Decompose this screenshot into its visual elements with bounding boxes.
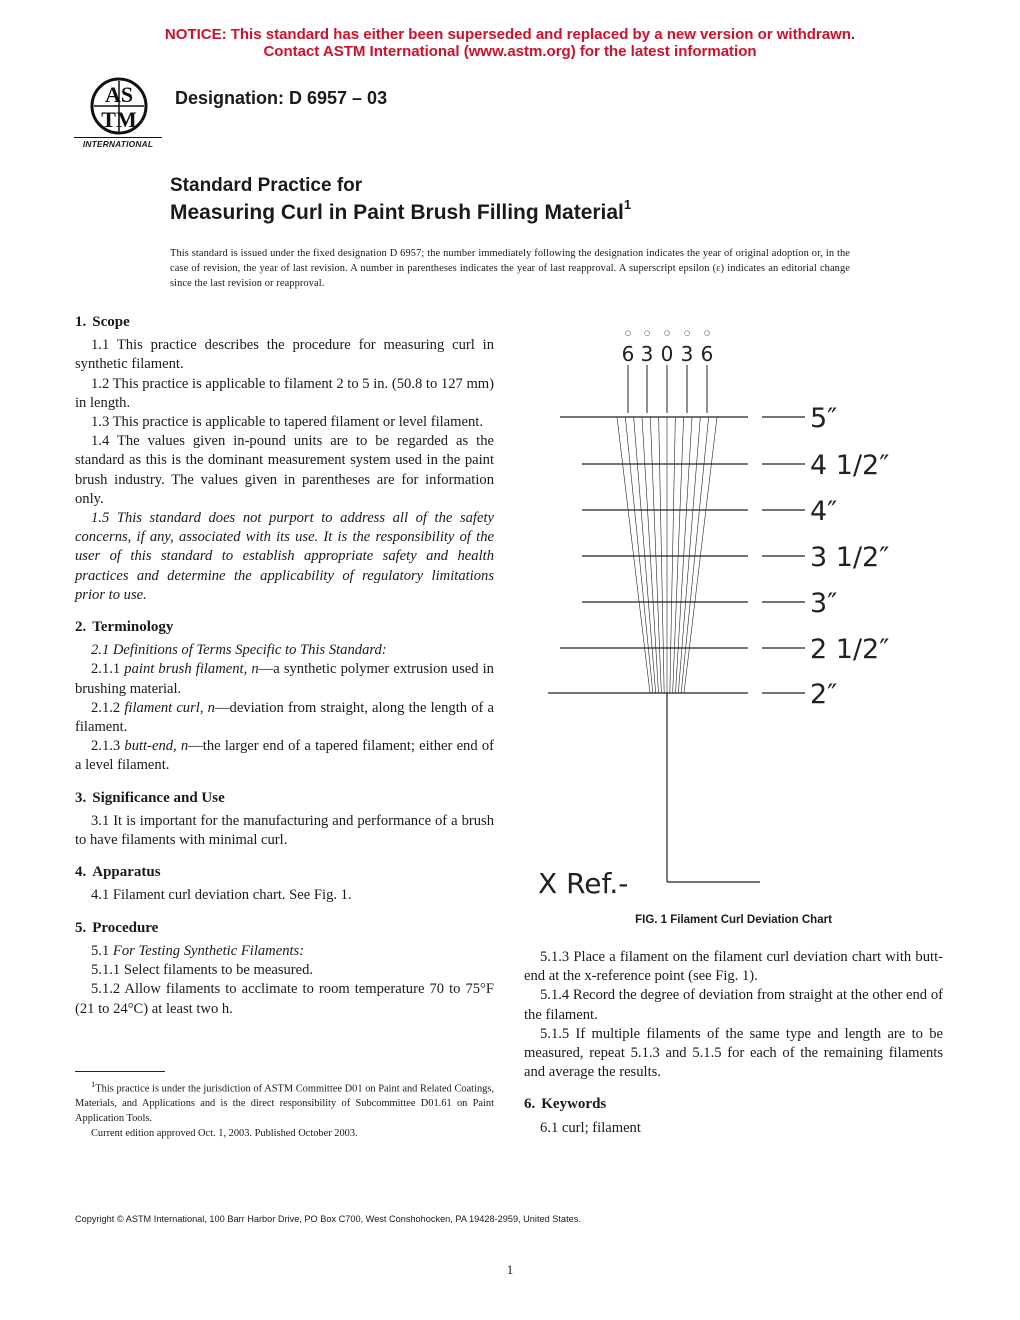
copyright: Copyright © ASTM International, 100 Barr Harbor Drive, PO Box C700, West Conshohocken, PA 19428-2959, United States.: [75, 1214, 581, 1224]
length-label-3: 3 1/2″: [810, 542, 890, 573]
significance-3-1: 3.1 It is important for the manufacturing and performance of a brush to have filaments with minimal curl.: [75, 812, 494, 849]
scope-1-4: 1.4 The values given in-pound units are to be regarded as the standard as this is the dominant measurement system used in the paint brush industry. The values given in parentheses are for information only.: [75, 433, 494, 507]
top-marker: ○: [624, 329, 632, 337]
fan-line: [684, 417, 717, 693]
length-label-0: 5″: [810, 403, 838, 434]
fan-line: [625, 417, 653, 693]
svg-text:TM: TM: [101, 107, 137, 132]
top-deviation-label-3: 3: [680, 342, 694, 366]
left-column: [75, 313, 494, 1019]
figure-caption: FIG. 1 Filament Curl Deviation Chart: [635, 914, 832, 926]
length-label-5: 2 1/2″: [810, 634, 890, 665]
length-label-6: 2″: [810, 679, 838, 710]
chart-lines: [548, 365, 805, 882]
top-marker: ○: [663, 329, 671, 337]
scope-1-2: 1.2 This practice is applicable to filament 2 to 5 in. (50.8 to 127 mm) in length.: [75, 375, 495, 411]
procedure-5-1-4: 5.1.4 Record the degree of deviation from straight at the other end of the filament.: [524, 987, 943, 1023]
notice-line-1: NOTICE: This standard has either been superseded and replaced by a new version or withdrawn.: [164, 26, 856, 43]
x-ref-label: X Ref.-: [538, 867, 629, 900]
top-deviation-label-4: 6: [700, 342, 714, 366]
filament-curl-deviation-chart: [520, 325, 930, 900]
top-deviation-label-1: 3: [640, 342, 654, 366]
section-heading-procedure: 5. Procedure: [75, 919, 159, 936]
top-deviation-label-2: 0: [660, 342, 674, 366]
scope-1-5: 1.5 This standard does not purport to address all of the safety concerns, if any, associated with its use. It is the responsibility of the user of this standard to establish appropriate safety and health practices and determine the applicability of regulatory limitations prior to use.: [75, 510, 494, 603]
procedure-5-1-3: 5.1.3 Place a filament on the filament curl deviation chart with butt-end at the x-reference point (see Fig. 1).: [524, 949, 943, 985]
procedure-5-1-1: 5.1.1 Select filaments to be measured.: [91, 962, 314, 979]
procedure-5-1-5: 5.1.5 If multiple filaments of the same type and length are to be measured, repeat 5.1.3 and 5.1.5 for each of the remaining filaments and average the results.: [524, 1025, 943, 1081]
scope-1-1: 1.1 This practice describes the procedure for measuring curl in synthetic filament.: [75, 337, 494, 373]
top-marker: ○: [683, 329, 691, 337]
terminology-2-1-3: 2.1.3 butt-end, n—the larger end of a tapered filament; either end of a level filament.: [75, 738, 495, 774]
terminology-2-1-2: 2.1.2 filament curl, n—deviation from straight, along the length of a filament.: [75, 699, 494, 736]
scope-1-3: 1.3 This practice is applicable to tapered filament or level filament.: [91, 414, 483, 431]
page-number: 1: [506, 1262, 514, 1277]
procedure-5-1-2: 5.1.2 Allow filaments to acclimate to room temperature 70 to 75°F (21 to 24°C) at least two h.: [75, 981, 494, 1017]
title-footnote-mark: 1: [623, 197, 632, 212]
title-line-2: Measuring Curl in Paint Brush Filling Material$^1$: [170, 197, 632, 224]
footnote-1: $^1$This practice is under the jurisdiction of ASTM Committee D01 on Paint and Related Coatings, Materials, and Applications and is the direct responsibility of Subcommittee D01.61 on Paint Application Tools.: [75, 1079, 494, 1125]
footnote-edition: Current edition approved Oct. 1, 2003. Published October 2003.: [91, 1128, 358, 1140]
procedure-5-1: 5.1 For Testing Synthetic Filaments:: [91, 942, 305, 959]
right-column: [524, 948, 943, 1138]
footnote: [75, 1077, 494, 1141]
designation: Designation: D 6957 – 03: [175, 88, 388, 108]
top-deviation-label-0: 6: [621, 342, 635, 366]
top-marker: ○: [643, 329, 651, 337]
apparatus-4-1: 4.1 Filament curl deviation chart. See Fig. 1.: [91, 887, 352, 904]
footnote-rule: [75, 1071, 165, 1072]
terminology-2-1: 2.1 Definitions of Terms Specific to This Standard:: [91, 642, 387, 659]
astm-logo: [78, 75, 160, 137]
length-label-4: 3″: [810, 588, 838, 619]
top-marker: ○: [703, 329, 711, 337]
preamble: This standard is issued under the fixed designation D 6957; the number immediately following the designation indicates the year of original adoption or, in the case of revision, the year of last revision. A number in parentheses indicates the year of last reapproval. A superscript epsilon (ε) indicates an editorial change since the last revision or reapproval.: [170, 248, 850, 289]
section-heading-terminology: 2. Terminology: [75, 619, 174, 636]
section-heading-significance: 3. Significance and Use: [75, 789, 225, 806]
title-line-1: Standard Practice for: [170, 175, 363, 196]
length-label-1: 4 1/2″: [810, 450, 890, 481]
fan-line: [617, 417, 650, 693]
chart-labels: [538, 329, 889, 900]
logo-international-text: INTERNATIONAL: [74, 137, 162, 149]
section-heading-apparatus: 4. Apparatus: [75, 864, 161, 881]
notice-line-2: Contact ASTM International (www.astm.org) for the latest information: [263, 43, 757, 60]
length-label-2: 4″: [810, 496, 838, 527]
terminology-2-1-1: 2.1.1 paint brush filament, n—a synthetic polymer extrusion used in brushing material.: [75, 661, 494, 697]
keywords-6-1: 6.1 curl; filament: [540, 1119, 641, 1136]
section-heading-keywords: 6. Keywords: [524, 1096, 607, 1113]
svg-text:AS: AS: [104, 82, 134, 107]
fan-line: [681, 417, 709, 693]
section-heading-scope: 1. Scope: [75, 314, 130, 330]
